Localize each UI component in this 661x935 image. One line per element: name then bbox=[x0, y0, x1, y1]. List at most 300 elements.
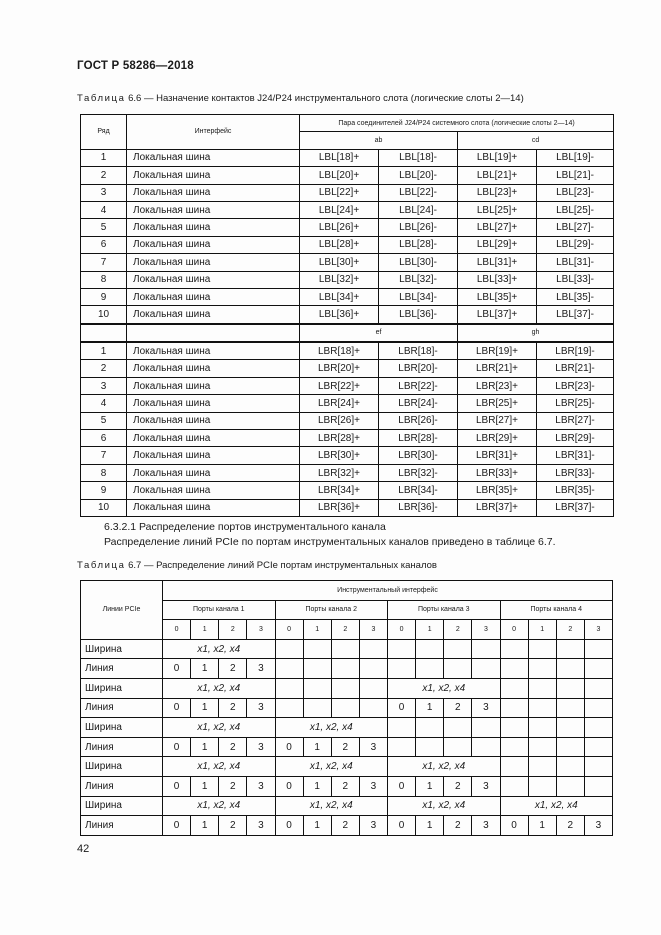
table1-bottom-body bbox=[81, 342, 614, 516]
contact-cell: LBL[21]- bbox=[537, 167, 614, 184]
lane-value: 3 bbox=[247, 659, 275, 679]
port-number-header: 0 bbox=[388, 620, 416, 640]
interface-cell: Локальная шина bbox=[127, 395, 300, 412]
empty-cell bbox=[303, 698, 331, 718]
table-row bbox=[81, 167, 614, 184]
interface-cell: Локальная шина bbox=[127, 306, 300, 324]
lane-value: 1 bbox=[416, 776, 444, 796]
interface-cell: Локальная шина bbox=[127, 149, 300, 166]
interface-cell: Локальная шина bbox=[127, 499, 300, 516]
contact-cell: LBL[32]- bbox=[379, 271, 458, 288]
contact-cell: LBR[18]+ bbox=[300, 342, 379, 360]
empty-cell bbox=[331, 698, 359, 718]
contact-cell: LBR[20]+ bbox=[300, 360, 379, 377]
table-row bbox=[81, 412, 614, 429]
contact-cell: LBR[37]- bbox=[537, 499, 614, 516]
empty-cell bbox=[556, 776, 584, 796]
contact-cell: LBL[30]+ bbox=[300, 254, 379, 271]
port-number-header: 3 bbox=[472, 620, 500, 640]
contact-cell: LBL[19]- bbox=[537, 149, 614, 166]
table-row bbox=[81, 184, 614, 201]
interface-cell: Локальная шина bbox=[127, 254, 300, 271]
contact-cell: LBL[33]- bbox=[537, 271, 614, 288]
port-number-header: 2 bbox=[219, 620, 247, 640]
width-label: Ширина bbox=[81, 718, 163, 738]
empty-cell bbox=[556, 659, 584, 679]
empty-cell bbox=[303, 639, 331, 659]
contact-cell: LBL[35]- bbox=[537, 288, 614, 305]
contact-cell: LBL[34]+ bbox=[300, 288, 379, 305]
contact-cell: LBR[22]+ bbox=[300, 377, 379, 394]
lane-value: 3 bbox=[247, 698, 275, 718]
table2-body bbox=[81, 639, 613, 835]
contact-cell: LBL[20]+ bbox=[300, 167, 379, 184]
empty-cell bbox=[275, 659, 303, 679]
table-row bbox=[81, 464, 614, 481]
port-number-header: 1 bbox=[416, 620, 444, 640]
table-row bbox=[81, 678, 613, 698]
empty-cell bbox=[556, 718, 584, 738]
table2-caption bbox=[77, 560, 437, 571]
empty-cell bbox=[584, 678, 612, 698]
lane-value: 0 bbox=[163, 698, 191, 718]
contact-cell: LBR[31]- bbox=[537, 447, 614, 464]
empty-cell bbox=[416, 659, 444, 679]
interface-cell: Локальная шина bbox=[127, 288, 300, 305]
empty-cell bbox=[303, 659, 331, 679]
contact-cell: LBR[36]+ bbox=[300, 499, 379, 516]
header-ab: ab bbox=[300, 132, 458, 149]
width-value: x1, x2, x4 bbox=[388, 757, 501, 777]
contact-cell: LBL[26]- bbox=[379, 219, 458, 236]
contact-cell: LBL[28]+ bbox=[300, 236, 379, 253]
empty-cell bbox=[528, 737, 556, 757]
empty-cell bbox=[444, 737, 472, 757]
width-value: x1, x2, x4 bbox=[163, 796, 276, 816]
lane-value: 3 bbox=[472, 698, 500, 718]
table-row bbox=[81, 499, 614, 516]
contact-cell: LBR[32]+ bbox=[300, 464, 379, 481]
contact-cell: LBR[25]+ bbox=[458, 395, 537, 412]
empty-cell bbox=[444, 659, 472, 679]
line-label: Линия bbox=[81, 776, 163, 796]
lane-value: 0 bbox=[163, 737, 191, 757]
contact-cell: LBL[36]+ bbox=[300, 306, 379, 324]
empty-cell bbox=[556, 678, 584, 698]
table2-caption-text: 6.7 — Распределение линий PCIe портам инструментальных каналов bbox=[128, 560, 437, 571]
header-row: Ряд bbox=[81, 115, 127, 150]
contact-cell: LBL[23]+ bbox=[458, 184, 537, 201]
lane-value: 2 bbox=[219, 698, 247, 718]
table-row bbox=[81, 306, 614, 324]
header-interface: Интерфейс bbox=[127, 115, 300, 150]
empty-cell bbox=[444, 639, 472, 659]
empty-cell bbox=[472, 737, 500, 757]
empty-cell bbox=[472, 639, 500, 659]
table-row bbox=[81, 447, 614, 464]
row-number: 10 bbox=[81, 306, 127, 324]
separator-empty bbox=[81, 324, 127, 342]
interface-cell: Локальная шина bbox=[127, 482, 300, 499]
table-row bbox=[81, 360, 614, 377]
width-value: x1, x2, x4 bbox=[275, 796, 388, 816]
width-label: Ширина bbox=[81, 678, 163, 698]
empty-cell bbox=[388, 718, 416, 738]
contact-cell: LBL[25]- bbox=[537, 201, 614, 218]
empty-cell bbox=[388, 639, 416, 659]
row-number: 2 bbox=[81, 360, 127, 377]
port-number-header: 0 bbox=[500, 620, 528, 640]
interface-cell: Локальная шина bbox=[127, 184, 300, 201]
lane-value: 0 bbox=[163, 816, 191, 836]
separator-empty bbox=[127, 324, 300, 342]
width-label: Ширина bbox=[81, 639, 163, 659]
contact-cell: LBR[26]+ bbox=[300, 412, 379, 429]
table-row bbox=[81, 430, 614, 447]
lane-value: 1 bbox=[416, 698, 444, 718]
empty-cell bbox=[359, 678, 387, 698]
empty-cell bbox=[275, 639, 303, 659]
contact-cell: LBL[37]- bbox=[537, 306, 614, 324]
port-number-header: 2 bbox=[444, 620, 472, 640]
contact-cell: LBR[28]+ bbox=[300, 430, 379, 447]
contact-cell: LBR[31]+ bbox=[458, 447, 537, 464]
channel-2-ports-header: Порты канала 2 bbox=[275, 600, 388, 620]
width-label: Ширина bbox=[81, 796, 163, 816]
contact-cell: LBR[33]- bbox=[537, 464, 614, 481]
width-value: x1, x2, x4 bbox=[500, 796, 613, 816]
contact-cell: LBL[28]- bbox=[379, 236, 458, 253]
table-row bbox=[81, 342, 614, 360]
empty-cell bbox=[528, 757, 556, 777]
lane-value: 1 bbox=[191, 776, 219, 796]
empty-cell bbox=[528, 678, 556, 698]
lane-value: 1 bbox=[303, 816, 331, 836]
empty-cell bbox=[359, 659, 387, 679]
table-row bbox=[81, 288, 614, 305]
lane-value: 3 bbox=[359, 776, 387, 796]
contact-cell: LBL[26]+ bbox=[300, 219, 379, 236]
lane-value: 3 bbox=[584, 816, 612, 836]
lane-value: 1 bbox=[303, 776, 331, 796]
contact-cell: LBR[19]+ bbox=[458, 342, 537, 360]
interface-cell: Локальная шина bbox=[127, 167, 300, 184]
contact-cell: LBR[30]+ bbox=[300, 447, 379, 464]
table2-head bbox=[81, 581, 613, 640]
header-ef: ef bbox=[300, 324, 458, 342]
port-number-header: 0 bbox=[163, 620, 191, 640]
header-pair: Пара соединителей J24/P24 системного слота (логические слоты 2—14) bbox=[300, 115, 614, 132]
empty-cell bbox=[359, 639, 387, 659]
port-number-header: 3 bbox=[359, 620, 387, 640]
header-gh: gh bbox=[458, 324, 614, 342]
contact-cell: LBR[35]- bbox=[537, 482, 614, 499]
table-row bbox=[81, 639, 613, 659]
contact-cell: LBL[32]+ bbox=[300, 271, 379, 288]
contact-cell: LBR[24]+ bbox=[300, 395, 379, 412]
contact-cell: LBR[29]- bbox=[537, 430, 614, 447]
width-value: x1, x2, x4 bbox=[388, 796, 501, 816]
contact-cell: LBL[20]- bbox=[379, 167, 458, 184]
contact-cell: LBR[27]+ bbox=[458, 412, 537, 429]
port-number-header: 2 bbox=[556, 620, 584, 640]
empty-cell bbox=[275, 678, 303, 698]
port-number-header: 3 bbox=[584, 620, 612, 640]
interface-cell: Локальная шина bbox=[127, 219, 300, 236]
table-row bbox=[81, 776, 613, 796]
contact-cell: LBR[37]+ bbox=[458, 499, 537, 516]
empty-cell bbox=[500, 678, 528, 698]
contact-cell: LBR[29]+ bbox=[458, 430, 537, 447]
empty-cell bbox=[416, 718, 444, 738]
contact-cell: LBL[29]+ bbox=[458, 236, 537, 253]
empty-cell bbox=[584, 639, 612, 659]
lane-value: 2 bbox=[219, 816, 247, 836]
lane-value: 2 bbox=[331, 737, 359, 757]
channel-4-ports-header: Порты канала 4 bbox=[500, 600, 613, 620]
table-row bbox=[81, 816, 613, 836]
lane-value: 0 bbox=[388, 776, 416, 796]
lane-value: 0 bbox=[163, 659, 191, 679]
contact-cell: LBR[21]+ bbox=[458, 360, 537, 377]
row-number: 9 bbox=[81, 482, 127, 499]
contact-cell: LBL[19]+ bbox=[458, 149, 537, 166]
line-label: Линия bbox=[81, 698, 163, 718]
interface-cell: Локальная шина bbox=[127, 360, 300, 377]
lane-value: 0 bbox=[500, 816, 528, 836]
contact-cell: LBL[21]+ bbox=[458, 167, 537, 184]
contact-cell: LBL[34]- bbox=[379, 288, 458, 305]
empty-cell bbox=[359, 698, 387, 718]
row-number: 7 bbox=[81, 254, 127, 271]
interface-cell: Локальная шина bbox=[127, 236, 300, 253]
channel-3-ports-header: Порты канала 3 bbox=[388, 600, 501, 620]
lane-value: 2 bbox=[444, 698, 472, 718]
interface-cell: Локальная шина bbox=[127, 271, 300, 288]
contact-cell: LBL[31]+ bbox=[458, 254, 537, 271]
empty-cell bbox=[500, 659, 528, 679]
empty-cell bbox=[584, 737, 612, 757]
row-number: 9 bbox=[81, 288, 127, 305]
lane-value: 1 bbox=[303, 737, 331, 757]
empty-cell bbox=[500, 718, 528, 738]
contact-cell: LBR[30]- bbox=[379, 447, 458, 464]
row-number: 2 bbox=[81, 167, 127, 184]
port-number-header: 1 bbox=[191, 620, 219, 640]
lane-value: 0 bbox=[275, 776, 303, 796]
lane-value: 2 bbox=[219, 737, 247, 757]
empty-cell bbox=[556, 757, 584, 777]
interface-cell: Локальная шина bbox=[127, 464, 300, 481]
port-number-header: 2 bbox=[331, 620, 359, 640]
header-cd: cd bbox=[458, 132, 614, 149]
table-row bbox=[81, 659, 613, 679]
row-number: 8 bbox=[81, 271, 127, 288]
contact-cell: LBL[22]- bbox=[379, 184, 458, 201]
port-number-header: 0 bbox=[275, 620, 303, 640]
empty-cell bbox=[528, 698, 556, 718]
contact-cell: LBR[23]+ bbox=[458, 377, 537, 394]
lane-value: 3 bbox=[359, 816, 387, 836]
interface-cell: Локальная шина bbox=[127, 342, 300, 360]
lane-value: 1 bbox=[191, 737, 219, 757]
lane-value: 0 bbox=[163, 776, 191, 796]
empty-cell bbox=[500, 737, 528, 757]
row-number: 6 bbox=[81, 430, 127, 447]
port-number-header: 3 bbox=[247, 620, 275, 640]
lane-value: 0 bbox=[388, 816, 416, 836]
table-row bbox=[81, 757, 613, 777]
contact-cell: LBR[34]- bbox=[379, 482, 458, 499]
contact-cell: LBL[18]- bbox=[379, 149, 458, 166]
empty-cell bbox=[556, 639, 584, 659]
table-row bbox=[81, 271, 614, 288]
table-row bbox=[81, 698, 613, 718]
empty-cell bbox=[584, 776, 612, 796]
row-number: 1 bbox=[81, 342, 127, 360]
contact-cell: LBR[22]- bbox=[379, 377, 458, 394]
channel-1-ports-header: Порты канала 1 bbox=[163, 600, 276, 620]
empty-cell bbox=[584, 757, 612, 777]
lane-value: 1 bbox=[191, 698, 219, 718]
empty-cell bbox=[556, 698, 584, 718]
table-row bbox=[81, 718, 613, 738]
row-number: 5 bbox=[81, 219, 127, 236]
empty-cell bbox=[584, 698, 612, 718]
table-row bbox=[81, 395, 614, 412]
width-value: x1, x2, x4 bbox=[163, 678, 276, 698]
port-number-header: 1 bbox=[303, 620, 331, 640]
line-label: Линия bbox=[81, 737, 163, 757]
contact-cell: LBR[28]- bbox=[379, 430, 458, 447]
contact-cell: LBR[33]+ bbox=[458, 464, 537, 481]
contact-cell: LBR[32]- bbox=[379, 464, 458, 481]
header-instrument-interface: Инструментальный интерфейс bbox=[163, 581, 613, 601]
contact-cell: LBL[27]+ bbox=[458, 219, 537, 236]
contact-cell: LBR[20]- bbox=[379, 360, 458, 377]
contact-cell: LBL[18]+ bbox=[300, 149, 379, 166]
interface-cell: Локальная шина bbox=[127, 447, 300, 464]
empty-cell bbox=[388, 737, 416, 757]
contact-cell: LBL[22]+ bbox=[300, 184, 379, 201]
contact-cell: LBR[35]+ bbox=[458, 482, 537, 499]
width-label: Ширина bbox=[81, 757, 163, 777]
empty-cell bbox=[500, 698, 528, 718]
contact-cell: LBR[21]- bbox=[537, 360, 614, 377]
contact-cell: LBL[24]+ bbox=[300, 201, 379, 218]
table1-caption-prefix: Таблица bbox=[77, 93, 126, 104]
contact-cell: LBL[35]+ bbox=[458, 288, 537, 305]
table-row bbox=[81, 377, 614, 394]
contact-cell: LBL[24]- bbox=[379, 201, 458, 218]
contact-cell: LBR[36]- bbox=[379, 499, 458, 516]
contact-cell: LBR[23]- bbox=[537, 377, 614, 394]
section-heading: 6.3.2.1 Распределение портов инструментального канала bbox=[104, 521, 386, 533]
header-lines: Линии PCIe bbox=[81, 581, 163, 640]
contact-cell: LBR[24]- bbox=[379, 395, 458, 412]
contact-cell: LBL[33]+ bbox=[458, 271, 537, 288]
lane-value: 2 bbox=[331, 776, 359, 796]
table2-caption-prefix: Таблица bbox=[77, 560, 126, 571]
empty-cell bbox=[472, 718, 500, 738]
contact-cell: LBR[34]+ bbox=[300, 482, 379, 499]
empty-cell bbox=[500, 639, 528, 659]
empty-cell bbox=[528, 776, 556, 796]
pcie-lanes-table bbox=[80, 580, 613, 836]
contact-cell: LBR[18]- bbox=[379, 342, 458, 360]
empty-cell bbox=[472, 659, 500, 679]
contact-cell: LBR[26]- bbox=[379, 412, 458, 429]
lane-value: 0 bbox=[275, 816, 303, 836]
lane-value: 1 bbox=[191, 659, 219, 679]
row-number: 7 bbox=[81, 447, 127, 464]
row-number: 1 bbox=[81, 149, 127, 166]
contact-cell: LBL[37]+ bbox=[458, 306, 537, 324]
empty-cell bbox=[331, 678, 359, 698]
empty-cell bbox=[388, 659, 416, 679]
contact-cell: LBL[31]- bbox=[537, 254, 614, 271]
empty-cell bbox=[331, 639, 359, 659]
lane-value: 2 bbox=[219, 776, 247, 796]
table-row bbox=[81, 737, 613, 757]
lane-value: 2 bbox=[219, 659, 247, 679]
contact-cell: LBR[25]- bbox=[537, 395, 614, 412]
empty-cell bbox=[416, 639, 444, 659]
interface-cell: Локальная шина bbox=[127, 412, 300, 429]
table1-top-body bbox=[81, 149, 614, 323]
empty-cell bbox=[584, 659, 612, 679]
table-row bbox=[81, 796, 613, 816]
section-text: Распределение линий PCIe по портам инструментальных каналов приведено в таблице 6.7. bbox=[104, 536, 556, 548]
empty-cell bbox=[584, 718, 612, 738]
line-label: Линия bbox=[81, 659, 163, 679]
lane-value: 3 bbox=[472, 816, 500, 836]
document-header-title: ГОСТ Р 58286—2018 bbox=[77, 60, 194, 72]
table-row bbox=[81, 149, 614, 166]
empty-cell bbox=[275, 698, 303, 718]
lane-value: 0 bbox=[388, 698, 416, 718]
width-value: x1, x2, x4 bbox=[163, 718, 276, 738]
table1-caption bbox=[77, 93, 524, 104]
empty-cell bbox=[331, 659, 359, 679]
row-number: 4 bbox=[81, 201, 127, 218]
row-number: 4 bbox=[81, 395, 127, 412]
lane-value: 2 bbox=[444, 776, 472, 796]
row-number: 10 bbox=[81, 499, 127, 516]
contact-cell: LBR[27]- bbox=[537, 412, 614, 429]
contact-cell: LBL[30]- bbox=[379, 254, 458, 271]
contact-cell: LBL[25]+ bbox=[458, 201, 537, 218]
width-value: x1, x2, x4 bbox=[275, 718, 388, 738]
empty-cell bbox=[500, 757, 528, 777]
lane-value: 1 bbox=[416, 816, 444, 836]
lane-value: 3 bbox=[247, 737, 275, 757]
contact-cell: LBR[19]- bbox=[537, 342, 614, 360]
empty-cell bbox=[556, 737, 584, 757]
lane-value: 3 bbox=[247, 816, 275, 836]
empty-cell bbox=[416, 737, 444, 757]
lane-value: 3 bbox=[359, 737, 387, 757]
width-value: x1, x2, x4 bbox=[275, 757, 388, 777]
row-number: 3 bbox=[81, 184, 127, 201]
contact-cell: LBL[29]- bbox=[537, 236, 614, 253]
empty-cell bbox=[528, 718, 556, 738]
lane-value: 3 bbox=[472, 776, 500, 796]
lane-value: 3 bbox=[247, 776, 275, 796]
interface-cell: Локальная шина bbox=[127, 430, 300, 447]
contact-cell: LBL[27]- bbox=[537, 219, 614, 236]
width-value: x1, x2, x4 bbox=[388, 678, 501, 698]
